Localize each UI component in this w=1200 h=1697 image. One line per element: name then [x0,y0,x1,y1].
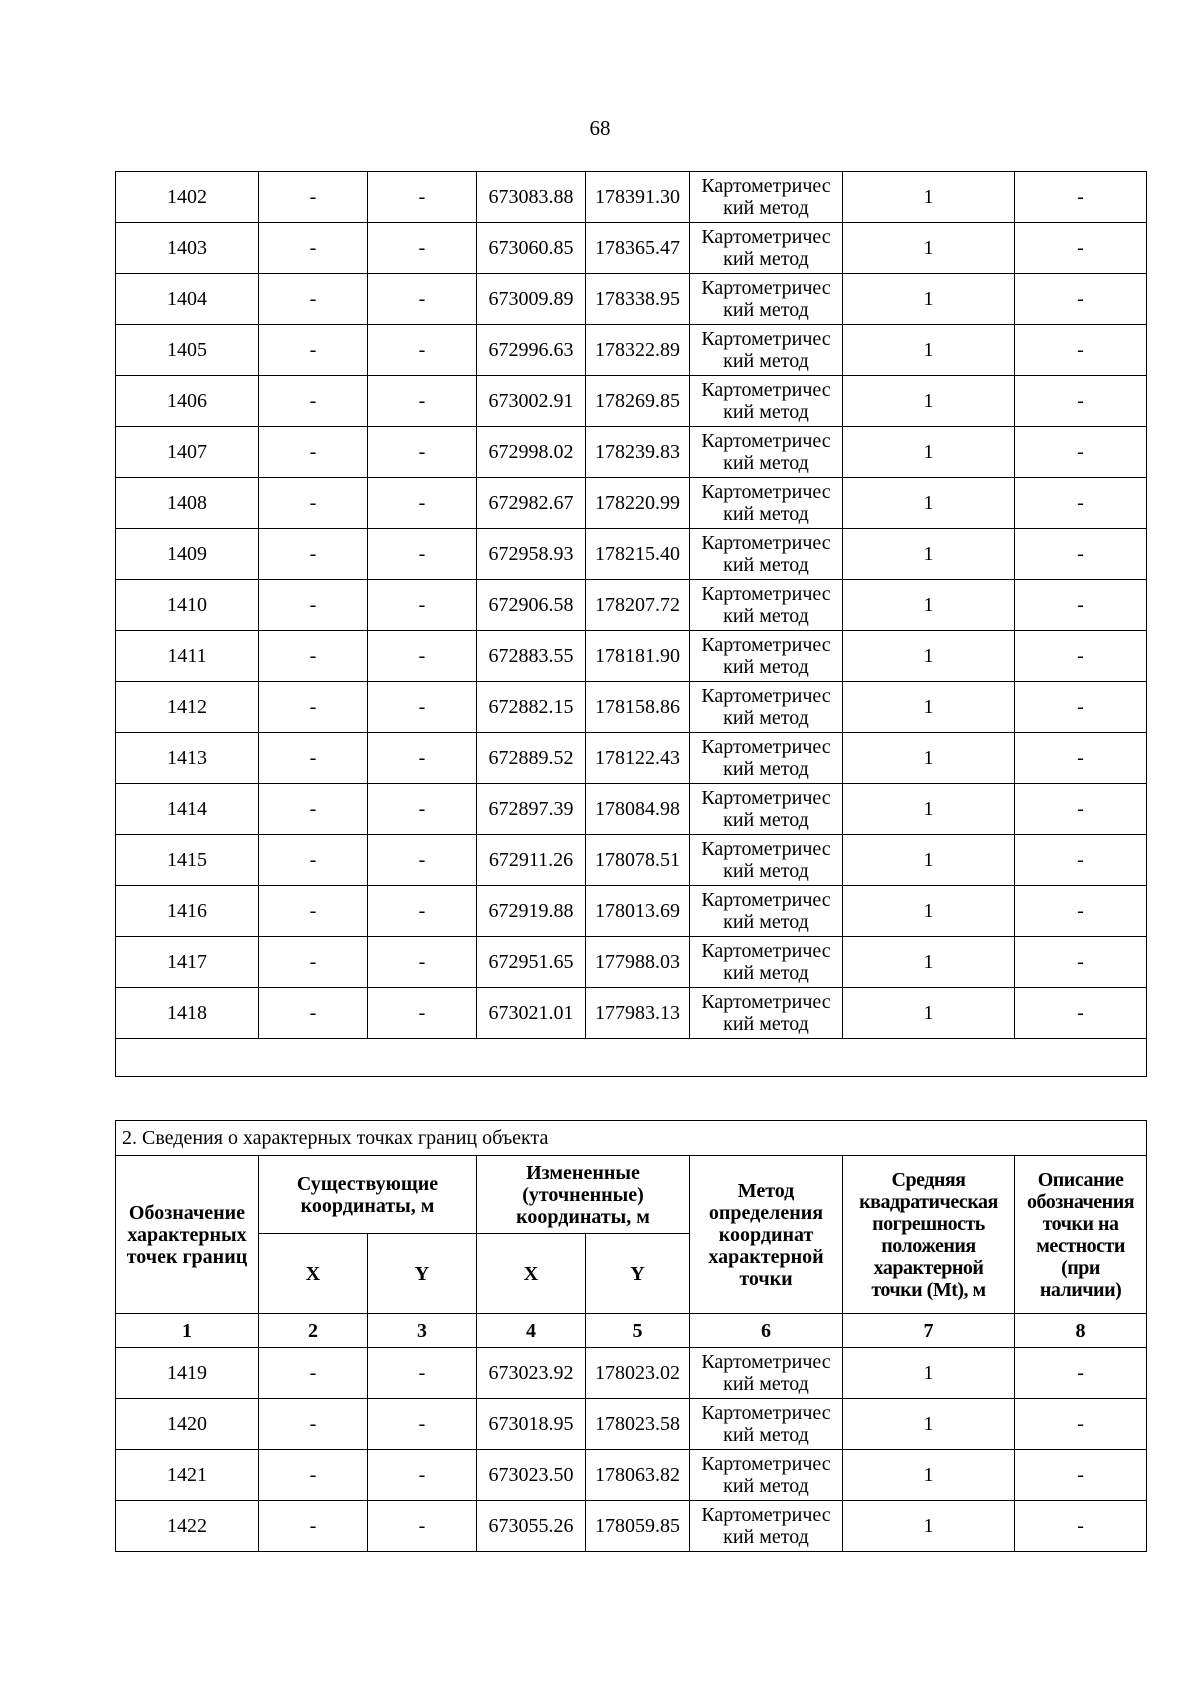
accuracy-cell: 1 [843,631,1015,682]
accuracy-cell: 1 [843,172,1015,223]
existing-y-cell: - [368,529,477,580]
description-cell: - [1015,1348,1147,1399]
point-cell: 1419 [116,1348,259,1399]
existing-x-cell: - [259,886,368,937]
changed-y-cell: 178207.72 [586,580,690,631]
accuracy-cell: 1 [843,427,1015,478]
changed-x-cell: 673083.88 [477,172,586,223]
description-cell: - [1015,1399,1147,1450]
changed-x-cell: 672998.02 [477,427,586,478]
existing-x-cell: - [259,988,368,1039]
description-cell: - [1015,835,1147,886]
description-cell: - [1015,784,1147,835]
column-number: 2 [259,1314,368,1348]
point-cell: 1418 [116,988,259,1039]
point-cell: 1408 [116,478,259,529]
point-cell: 1407 [116,427,259,478]
table-row [116,1450,1147,1501]
point-cell: 1413 [116,733,259,784]
table-row [116,172,1147,223]
changed-x-cell: 673023.50 [477,1450,586,1501]
existing-x-cell: - [259,274,368,325]
changed-y-cell: 178181.90 [586,631,690,682]
method-cell: Картометричес кий метод [690,1501,843,1552]
description-cell: - [1015,427,1147,478]
changed-x-cell: 672982.67 [477,478,586,529]
method-cell: Картометричес кий метод [690,478,843,529]
method-cell: Картометричес кий метод [690,784,843,835]
method-cell: Картометричес кий метод [690,325,843,376]
accuracy-cell: 1 [843,886,1015,937]
existing-y-cell: - [368,988,477,1039]
accuracy-cell: 1 [843,1450,1015,1501]
method-cell: Картометричес кий метод [690,733,843,784]
existing-x-cell: - [259,325,368,376]
header-existing-x: X [259,1234,368,1314]
page-number: 68 [589,116,611,140]
changed-y-cell: 177983.13 [586,988,690,1039]
description-cell: - [1015,1501,1147,1552]
description-cell: - [1015,580,1147,631]
existing-x-cell: - [259,172,368,223]
header-description: Описание обозначения точки на местности (при наличии) [1015,1156,1147,1314]
changed-x-cell: 672882.15 [477,682,586,733]
method-cell: Картометричес кий метод [690,1399,843,1450]
changed-x-cell: 673055.26 [477,1501,586,1552]
point-cell: 1415 [116,835,259,886]
table-row [116,427,1147,478]
changed-y-cell: 178023.02 [586,1348,690,1399]
changed-x-cell: 672911.26 [477,835,586,886]
table-row [116,223,1147,274]
changed-x-cell: 673060.85 [477,223,586,274]
changed-y-cell: 178023.58 [586,1399,690,1450]
table-row [116,1501,1147,1552]
table-row [116,631,1147,682]
changed-x-cell: 672919.88 [477,886,586,937]
point-cell: 1406 [116,376,259,427]
point-cell: 1412 [116,682,259,733]
changed-x-cell: 673023.92 [477,1348,586,1399]
accuracy-cell: 1 [843,835,1015,886]
column-number: 3 [368,1314,477,1348]
point-cell: 1411 [116,631,259,682]
changed-y-cell: 178338.95 [586,274,690,325]
header-existing-y: Y [368,1234,477,1314]
point-cell: 1414 [116,784,259,835]
existing-x-cell: - [259,1399,368,1450]
accuracy-cell: 1 [843,580,1015,631]
existing-x-cell: - [259,1501,368,1552]
method-cell: Картометричес кий метод [690,1348,843,1399]
changed-y-cell: 178215.40 [586,529,690,580]
method-cell: Картометричес кий метод [690,274,843,325]
method-cell: Картометричес кий метод [690,223,843,274]
existing-x-cell: - [259,223,368,274]
column-number: 6 [690,1314,843,1348]
blank-row [116,1039,1147,1077]
method-cell: Картометричес кий метод [690,1450,843,1501]
changed-y-cell: 178013.69 [586,886,690,937]
existing-y-cell: - [368,733,477,784]
changed-y-cell: 178391.30 [586,172,690,223]
existing-y-cell: - [368,784,477,835]
changed-y-cell: 178078.51 [586,835,690,886]
description-cell: - [1015,529,1147,580]
changed-x-cell: 672996.63 [477,325,586,376]
description-cell: - [1015,478,1147,529]
header-method: Метод определения координат характерной точки [690,1156,843,1314]
description-cell: - [1015,733,1147,784]
column-number: 1 [116,1314,259,1348]
existing-x-cell: - [259,427,368,478]
description-cell: - [1015,937,1147,988]
table-row [116,988,1147,1039]
changed-y-cell: 178059.85 [586,1501,690,1552]
point-cell: 1420 [116,1399,259,1450]
existing-y-cell: - [368,1450,477,1501]
changed-y-cell: 178158.86 [586,682,690,733]
changed-y-cell: 178063.82 [586,1450,690,1501]
description-cell: - [1015,274,1147,325]
existing-y-cell: - [368,274,477,325]
accuracy-cell: 1 [843,1348,1015,1399]
column-number: 4 [477,1314,586,1348]
changed-x-cell: 673021.01 [477,988,586,1039]
accuracy-cell: 1 [843,325,1015,376]
description-cell: - [1015,376,1147,427]
point-cell: 1404 [116,274,259,325]
description-cell: - [1015,172,1147,223]
existing-x-cell: - [259,784,368,835]
point-cell: 1403 [116,223,259,274]
existing-x-cell: - [259,1348,368,1399]
description-cell: - [1015,1450,1147,1501]
description-cell: - [1015,682,1147,733]
changed-y-cell: 178220.99 [586,478,690,529]
method-cell: Картометричес кий метод [690,886,843,937]
method-cell: Картометричес кий метод [690,172,843,223]
existing-y-cell: - [368,682,477,733]
existing-x-cell: - [259,682,368,733]
accuracy-cell: 1 [843,682,1015,733]
existing-x-cell: - [259,1450,368,1501]
accuracy-cell: 1 [843,1399,1015,1450]
existing-y-cell: - [368,580,477,631]
changed-x-cell: 672958.93 [477,529,586,580]
existing-x-cell: - [259,478,368,529]
accuracy-cell: 1 [843,529,1015,580]
accuracy-cell: 1 [843,478,1015,529]
table-row [116,274,1147,325]
existing-y-cell: - [368,223,477,274]
table-row [116,1348,1147,1399]
existing-y-cell: - [368,1348,477,1399]
point-cell: 1422 [116,1501,259,1552]
table-row [116,580,1147,631]
table-row [116,376,1147,427]
point-cell: 1416 [116,886,259,937]
existing-y-cell: - [368,937,477,988]
description-cell: - [1015,325,1147,376]
header-accuracy: Средняя квадратическая погрешность положения характерной точки (Mt), м [843,1156,1015,1314]
header-point-designation: Обозначение характерных точек границ [116,1156,259,1314]
existing-x-cell: - [259,937,368,988]
changed-x-cell: 672951.65 [477,937,586,988]
header-existing-coordinates: Существующие координаты, м [259,1156,477,1234]
existing-y-cell: - [368,172,477,223]
coordinates-table-continued [115,171,1147,1077]
column-number: 5 [586,1314,690,1348]
point-cell: 1417 [116,937,259,988]
accuracy-cell: 1 [843,937,1015,988]
accuracy-cell: 1 [843,988,1015,1039]
existing-y-cell: - [368,478,477,529]
accuracy-cell: 1 [843,1501,1015,1552]
accuracy-cell: 1 [843,784,1015,835]
section-title: 2. Сведения о характерных точках границ объекта [116,1121,1147,1156]
method-cell: Картометричес кий метод [690,427,843,478]
description-cell: - [1015,631,1147,682]
changed-y-cell: 178322.89 [586,325,690,376]
point-cell: 1402 [116,172,259,223]
method-cell: Картометричес кий метод [690,988,843,1039]
changed-y-cell: 178239.83 [586,427,690,478]
method-cell: Картометричес кий метод [690,529,843,580]
changed-x-cell: 672883.55 [477,631,586,682]
blank-cell [116,1039,1147,1077]
point-cell: 1421 [116,1450,259,1501]
table-row [116,529,1147,580]
table-row [116,733,1147,784]
existing-x-cell: - [259,580,368,631]
header-changed-coordinates: Измененные (уточненные) координаты, м [477,1156,690,1234]
existing-y-cell: - [368,427,477,478]
accuracy-cell: 1 [843,733,1015,784]
changed-y-cell: 178084.98 [586,784,690,835]
existing-x-cell: - [259,529,368,580]
point-cell: 1405 [116,325,259,376]
existing-x-cell: - [259,733,368,784]
column-number: 7 [843,1314,1015,1348]
table-row [116,937,1147,988]
existing-x-cell: - [259,631,368,682]
table-row [116,886,1147,937]
header-changed-y: Y [586,1234,690,1314]
changed-y-cell: 177988.03 [586,937,690,988]
changed-y-cell: 178122.43 [586,733,690,784]
method-cell: Картометричес кий метод [690,376,843,427]
accuracy-cell: 1 [843,376,1015,427]
changed-x-cell: 672889.52 [477,733,586,784]
boundary-points-table [115,1120,1147,1552]
method-cell: Картометричес кий метод [690,937,843,988]
changed-y-cell: 178269.85 [586,376,690,427]
existing-y-cell: - [368,835,477,886]
header-changed-x: X [477,1234,586,1314]
existing-y-cell: - [368,1501,477,1552]
existing-y-cell: - [368,376,477,427]
existing-x-cell: - [259,376,368,427]
method-cell: Картометричес кий метод [690,631,843,682]
description-cell: - [1015,988,1147,1039]
table-row [116,325,1147,376]
table-row [116,478,1147,529]
description-cell: - [1015,223,1147,274]
changed-x-cell: 672906.58 [477,580,586,631]
column-number: 8 [1015,1314,1147,1348]
table-row [116,835,1147,886]
changed-y-cell: 178365.47 [586,223,690,274]
method-cell: Картометричес кий метод [690,682,843,733]
method-cell: Картометричес кий метод [690,580,843,631]
table-row [116,784,1147,835]
accuracy-cell: 1 [843,223,1015,274]
changed-x-cell: 673009.89 [477,274,586,325]
point-cell: 1410 [116,580,259,631]
table-row [116,1399,1147,1450]
accuracy-cell: 1 [843,274,1015,325]
changed-x-cell: 672897.39 [477,784,586,835]
method-cell: Картометричес кий метод [690,835,843,886]
table-row [116,682,1147,733]
changed-x-cell: 673018.95 [477,1399,586,1450]
description-cell: - [1015,886,1147,937]
changed-x-cell: 673002.91 [477,376,586,427]
existing-y-cell: - [368,325,477,376]
existing-y-cell: - [368,631,477,682]
point-cell: 1409 [116,529,259,580]
existing-y-cell: - [368,1399,477,1450]
existing-x-cell: - [259,835,368,886]
existing-y-cell: - [368,886,477,937]
